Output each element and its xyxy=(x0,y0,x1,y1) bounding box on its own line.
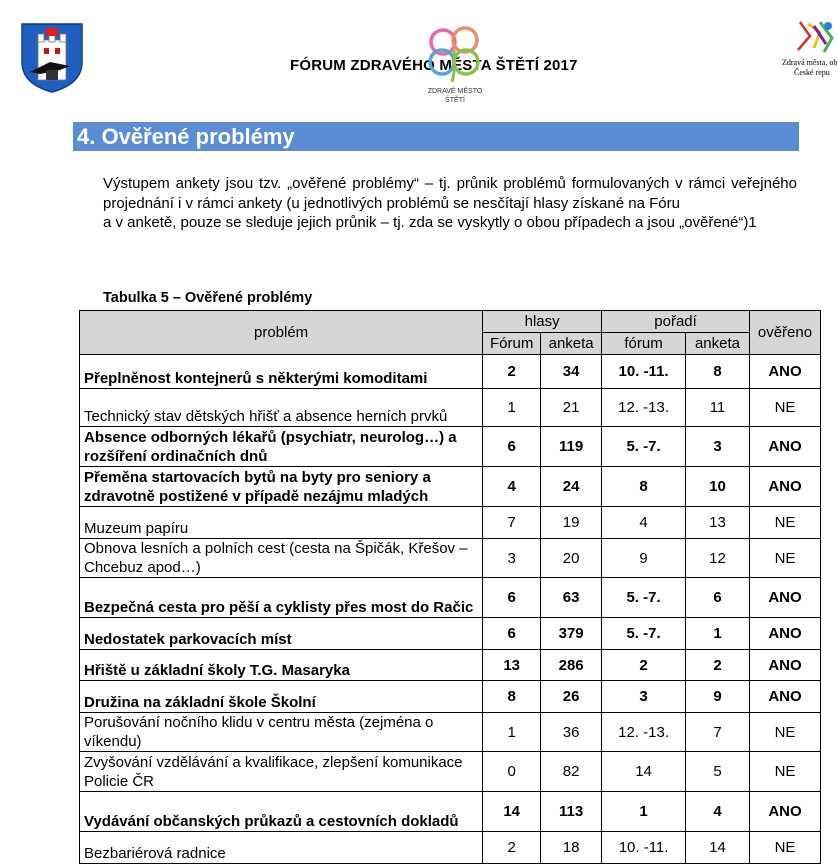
verified-cell: NE xyxy=(749,539,820,578)
rank-forum-cell: 5. -7. xyxy=(602,578,686,618)
header-votes-survey: anketa xyxy=(541,333,602,355)
section-title: 4. Ověřené problémy xyxy=(77,124,295,149)
votes-survey-cell: 36 xyxy=(541,713,602,752)
table-row xyxy=(80,467,821,507)
coat-of-arms-logo xyxy=(20,22,84,94)
verified-cell: NE xyxy=(749,507,820,539)
rank-forum-cell: 9 xyxy=(602,539,686,578)
table-row xyxy=(80,578,821,618)
votes-survey-cell: 82 xyxy=(541,752,602,792)
rank-forum-cell: 10. -11. xyxy=(602,832,686,864)
section-heading-bar xyxy=(73,122,799,151)
verified-cell: NE xyxy=(749,713,820,752)
problem-cell: Obnova lesních a polních cest (cesta na Špičák, Křešov – Chcebuz apod…) xyxy=(80,539,483,578)
verified-cell: NE xyxy=(749,832,820,864)
table-row xyxy=(80,389,821,427)
right-logo-line-1: Zdravá města, ob xyxy=(782,58,838,67)
problem-cell: Bezbariérová radnice xyxy=(80,832,483,864)
clover-icon xyxy=(418,20,492,84)
table-row xyxy=(80,752,821,792)
verified-cell: NE xyxy=(749,752,820,792)
intro-paragraph-2: a v anketě, pouze se sleduje jejich průnik – tj. zda se vyskytly o obou případech a jsou „ověřené“)1 xyxy=(103,214,757,231)
verified-problems-table xyxy=(79,310,821,864)
votes-forum-cell: 6 xyxy=(483,427,541,467)
healthy-city-logo xyxy=(418,20,492,112)
rank-survey-cell: 7 xyxy=(686,713,750,752)
problem-cell: Porušování nočního klidu v centru města (zejména o víkendu) xyxy=(80,713,483,752)
verified-cell: ANO xyxy=(749,618,820,650)
votes-forum-cell: 3 xyxy=(483,539,541,578)
rank-survey-cell: 6 xyxy=(686,578,750,618)
problem-cell: Přeměna startovacích bytů na byty pro seniory a zdravotně postižené v případě nezájmu mladých xyxy=(80,467,483,507)
table-row xyxy=(80,650,821,681)
table-row xyxy=(80,539,821,578)
header-rank: pořadí xyxy=(602,311,750,333)
problem-cell: Muzeum papíru xyxy=(80,507,483,539)
rank-survey-cell: 5 xyxy=(686,752,750,792)
verified-cell: NE xyxy=(749,389,820,427)
problem-cell: Technický stav dětských hřišť a absence herních prvků xyxy=(80,389,483,427)
rank-survey-cell: 13 xyxy=(686,507,750,539)
header-verified: ověřeno xyxy=(749,311,820,355)
votes-forum-cell: 2 xyxy=(483,832,541,864)
header-rank-forum: fórum xyxy=(602,333,686,355)
votes-survey-cell: 20 xyxy=(541,539,602,578)
votes-forum-cell: 8 xyxy=(483,681,541,713)
problem-cell: Nedostatek parkovacích míst xyxy=(80,618,483,650)
table-row xyxy=(80,427,821,467)
verified-cell: ANO xyxy=(749,467,820,507)
table-row xyxy=(80,713,821,752)
intro-paragraph-1: Výstupem ankety jsou tzv. „ověřené problémy“ – tj. průnik problémů formulovaných v rámci veřejného projednání i v rámci ankety (u jednotlivých problémů se nesčítají hlasy získané na Fóru xyxy=(103,175,797,212)
logo-caption-line-1: ZDRAVÉ MĚSTO xyxy=(427,88,483,95)
votes-survey-cell: 18 xyxy=(541,832,602,864)
rank-forum-cell: 2 xyxy=(602,650,686,681)
rank-survey-cell: 9 xyxy=(686,681,750,713)
votes-survey-cell: 21 xyxy=(541,389,602,427)
table-row xyxy=(80,832,821,864)
table-row xyxy=(80,681,821,713)
votes-survey-cell: 34 xyxy=(541,355,602,389)
votes-survey-cell: 286 xyxy=(541,650,602,681)
problem-cell: Vydávání občanských průkazů a cestovních dokladů xyxy=(80,792,483,832)
table-row xyxy=(80,792,821,832)
problem-cell: Družina na základní škole Školní xyxy=(80,681,483,713)
network-icon xyxy=(780,18,838,54)
rank-forum-cell: 12. -13. xyxy=(602,713,686,752)
rank-forum-cell: 10. -11. xyxy=(602,355,686,389)
rank-forum-cell: 1 xyxy=(602,792,686,832)
rank-forum-cell: 5. -7. xyxy=(602,618,686,650)
rank-forum-cell: 8 xyxy=(602,467,686,507)
votes-forum-cell: 1 xyxy=(483,713,541,752)
rank-survey-cell: 10 xyxy=(686,467,750,507)
votes-forum-cell: 1 xyxy=(483,389,541,427)
rank-survey-cell: 3 xyxy=(686,427,750,467)
header-problem: problém xyxy=(80,311,483,355)
rank-survey-cell: 2 xyxy=(686,650,750,681)
votes-forum-cell: 6 xyxy=(483,578,541,618)
rank-forum-cell: 14 xyxy=(602,752,686,792)
table-row xyxy=(80,355,821,389)
rank-survey-cell: 11 xyxy=(686,389,750,427)
verified-cell: ANO xyxy=(749,355,820,389)
rank-survey-cell: 12 xyxy=(686,539,750,578)
votes-forum-cell: 7 xyxy=(483,507,541,539)
rank-survey-cell: 1 xyxy=(686,618,750,650)
table-caption: Tabulka 5 – Ověřené problémy xyxy=(103,290,313,306)
votes-forum-cell: 14 xyxy=(483,792,541,832)
table-row xyxy=(80,618,821,650)
rank-survey-cell: 4 xyxy=(686,792,750,832)
rank-survey-cell: 8 xyxy=(686,355,750,389)
verified-cell: ANO xyxy=(749,792,820,832)
rank-forum-cell: 3 xyxy=(602,681,686,713)
logo-caption-line-2: ŠTĚTÍ xyxy=(445,97,465,104)
problem-cell: Hřiště u základní školy T.G. Masaryka xyxy=(80,650,483,681)
votes-survey-cell: 63 xyxy=(541,578,602,618)
rank-survey-cell: 14 xyxy=(686,832,750,864)
header-rank-survey: anketa xyxy=(686,333,750,355)
votes-forum-cell: 13 xyxy=(483,650,541,681)
verified-cell: ANO xyxy=(749,427,820,467)
problem-cell: Bezpečná cesta pro pěší a cyklisty přes most do Račic xyxy=(80,578,483,618)
healthy-cities-network-logo xyxy=(780,18,838,88)
votes-survey-cell: 26 xyxy=(541,681,602,713)
right-logo-line-2: České repu xyxy=(794,68,830,77)
table-row xyxy=(80,507,821,539)
problem-cell: Přeplněnost kontejnerů s některými komoditami xyxy=(80,355,483,389)
header-votes: hlasy xyxy=(483,311,602,333)
votes-survey-cell: 119 xyxy=(541,427,602,467)
votes-forum-cell: 2 xyxy=(483,355,541,389)
rank-forum-cell: 4 xyxy=(602,507,686,539)
votes-survey-cell: 113 xyxy=(541,792,602,832)
votes-forum-cell: 4 xyxy=(483,467,541,507)
votes-forum-cell: 0 xyxy=(483,752,541,792)
intro-text xyxy=(103,174,797,233)
votes-survey-cell: 379 xyxy=(541,618,602,650)
rank-forum-cell: 12. -13. xyxy=(602,389,686,427)
verified-cell: ANO xyxy=(749,650,820,681)
header-title: FÓRUM ZDRAVÉHO MĚSTA ŠTĚTÍ 2017 xyxy=(290,57,578,74)
verified-cell: ANO xyxy=(749,578,820,618)
rank-forum-cell: 5. -7. xyxy=(602,427,686,467)
problem-cell: Zvyšování vzdělávání a kvalifikace, zlepšení komunikace Policie ČR xyxy=(80,752,483,792)
verified-cell: ANO xyxy=(749,681,820,713)
votes-survey-cell: 24 xyxy=(541,467,602,507)
header-votes-forum: Fórum xyxy=(483,333,541,355)
problem-cell: Absence odborných lékařů (psychiatr, neurolog…) a rozšíření ordinačních dnů xyxy=(80,427,483,467)
votes-survey-cell: 19 xyxy=(541,507,602,539)
votes-forum-cell: 6 xyxy=(483,618,541,650)
